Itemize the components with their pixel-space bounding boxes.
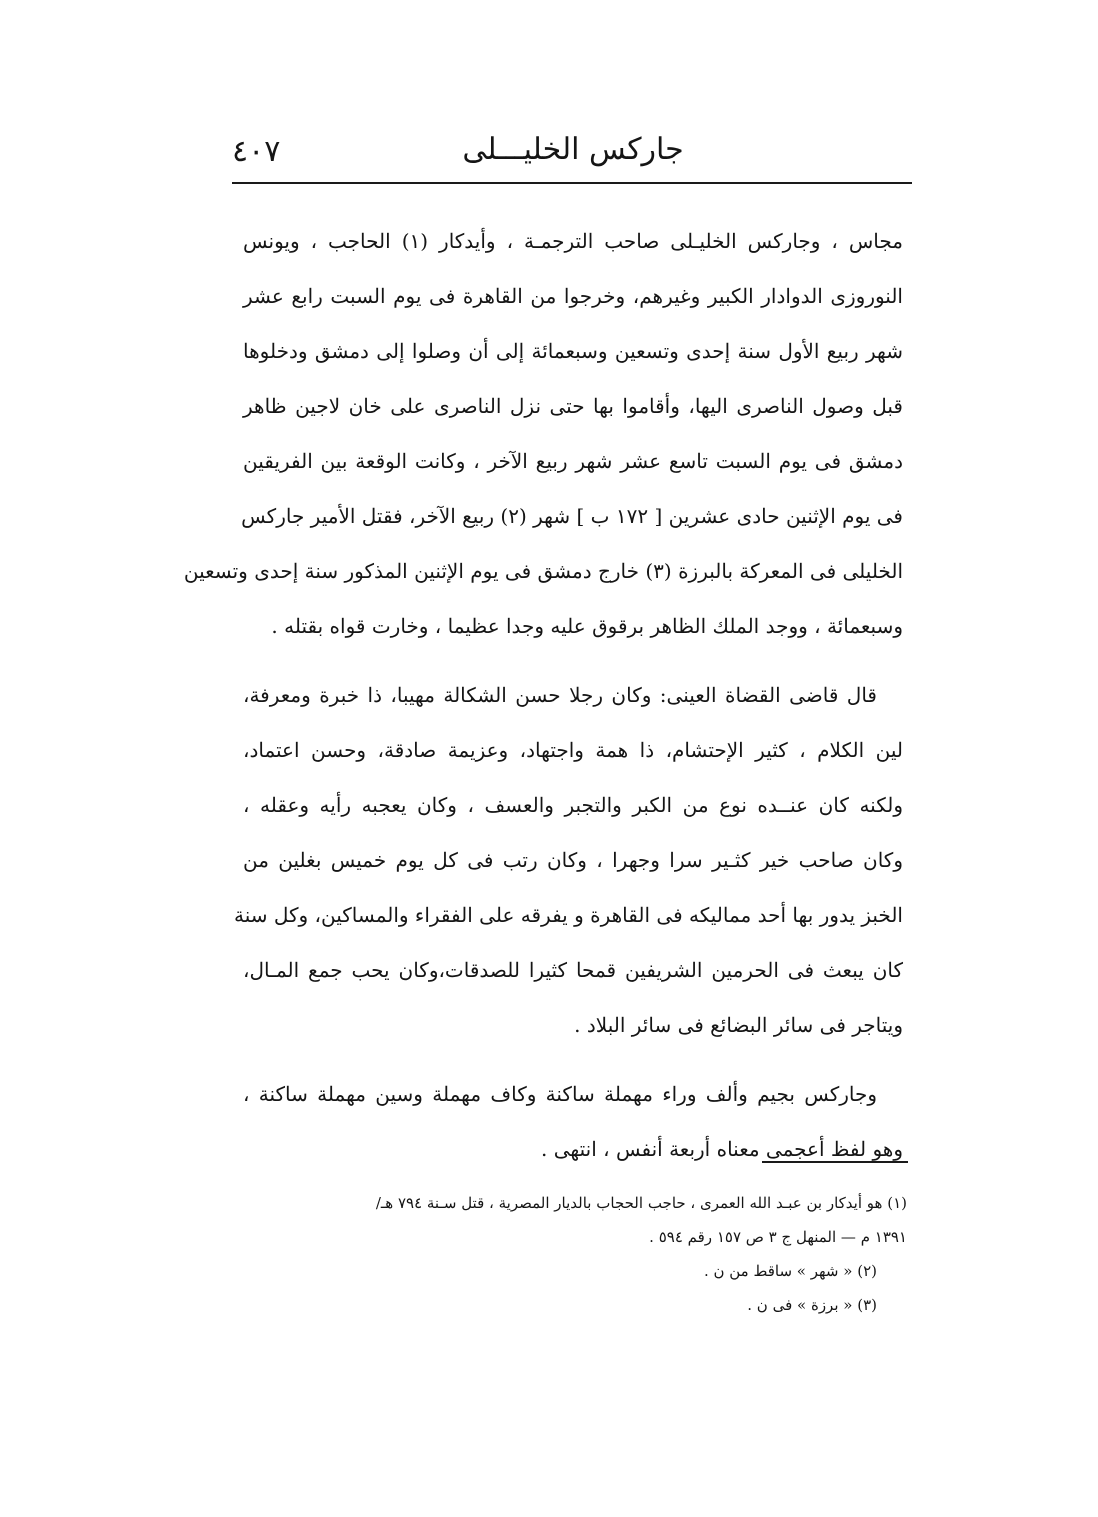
paragraph-gap <box>243 1053 903 1067</box>
text-line: وجاركس بجيم وألف وراء مهملة ساكنة وكاف مهملة وسين مهملة ساكنة ، <box>243 1082 877 1106</box>
text-line: وسبعمائة ، ووجد الملك الظاهر برقوق عليه وجدا عظيما ، وخارت قواه بقتله . <box>271 614 903 638</box>
text-line: دمشق فى يوم السبت تاسع عشر شهر ربيع الآخر ، وكانت الوقعة بين الفريقين <box>243 449 903 473</box>
text-line: قال قاضى القضاة العينى: وكان رجلا حسن الشكالة مهيبا، ذا خبرة ومعرفة، <box>243 683 877 707</box>
text-line: مجاس ، وجاركس الخليـلى صاحب الترجمـة ، وأيدكار (١) الحاجب ، ويونس <box>243 229 903 253</box>
text-line: الخبز يدور بها أحد مماليكه فى القاهرة و يفرقه على الفقراء والمساكين، وكل سنة <box>233 903 903 927</box>
text-line: كان يبعث فى الحرمين الشريفين قمحا كثيرا للصدقات،وكان يحب جمع المـال، <box>243 958 903 982</box>
text-line: فى يوم الإثنين حادى عشرين [ ١٧٢ ب ] شهر (٢) ربيع الآخر، فقتل الأمير جاركس <box>241 504 903 528</box>
running-title: جاركس الخليـــلى <box>462 132 684 167</box>
text-line: وهو لفظ أعجمى معناه أربعة أنفس ، انتهى . <box>541 1137 903 1161</box>
text-line: قبل وصول الناصرى اليها، وأقاموا بها حتى نزل الناصرى على خان لاجين ظاهر <box>243 394 903 418</box>
footnotes <box>243 1186 907 1322</box>
text-line: شهر ربيع الأول سنة إحدى وتسعين وسبعمائة إلى أن وصلوا إلى دمشق ودخلوها <box>243 339 903 363</box>
text-line: النوروزى الدوادار الكبير وغيرهم، وخرجوا من القاهرة فى يوم السبت رابع عشر <box>243 284 903 308</box>
page-header <box>232 128 914 180</box>
paragraph-gap <box>243 654 903 668</box>
main-text <box>183 214 903 1177</box>
page-number: ٤٠٧ <box>232 134 281 169</box>
footnote-rule <box>762 1161 908 1163</box>
text-line: وكان صاحب خير كثـير سرا وجهرا ، وكان رتب فى كل يوم خميس بغلين من <box>243 848 903 872</box>
footnote-2: (٢) « شهر » ساقط من ن . <box>703 1262 877 1280</box>
footnote-3: (٣) « برزة » فى ن . <box>747 1296 877 1314</box>
footnote-1-continued: ١٣٩١ م — المنهل ج ٣ ص ١٥٧ رقم ٥٩٤ . <box>649 1228 907 1246</box>
footnote-1: (١) هو أيدكار بن عبـد الله العمرى ، حاجب الحجاب بالديار المصرية ، قتل سـنة ٧٩٤ هـ/ <box>375 1194 907 1212</box>
text-line: الخليلى فى المعركة بالبرزة (٣) خارج دمشق فى يوم الإثنين المذكور سنة إحدى وتسعين <box>183 559 903 583</box>
paragraph-2 <box>233 668 903 1053</box>
text-line: ويتاجر فى سائر البضائع فى سائر البلاد . <box>574 1013 903 1037</box>
text-line: ولكنه كان عنــده نوع من الكبر والتجبر والعسف ، وكان يعجبه رأيه وعقله ، <box>243 793 903 817</box>
header-rule <box>232 182 912 184</box>
paragraph-1 <box>183 214 903 654</box>
text-line: لين الكلام ، كثير الإحتشام، ذا همة واجتهاد، وعزيمة صادقة، وحسن اعتماد، <box>243 738 903 762</box>
